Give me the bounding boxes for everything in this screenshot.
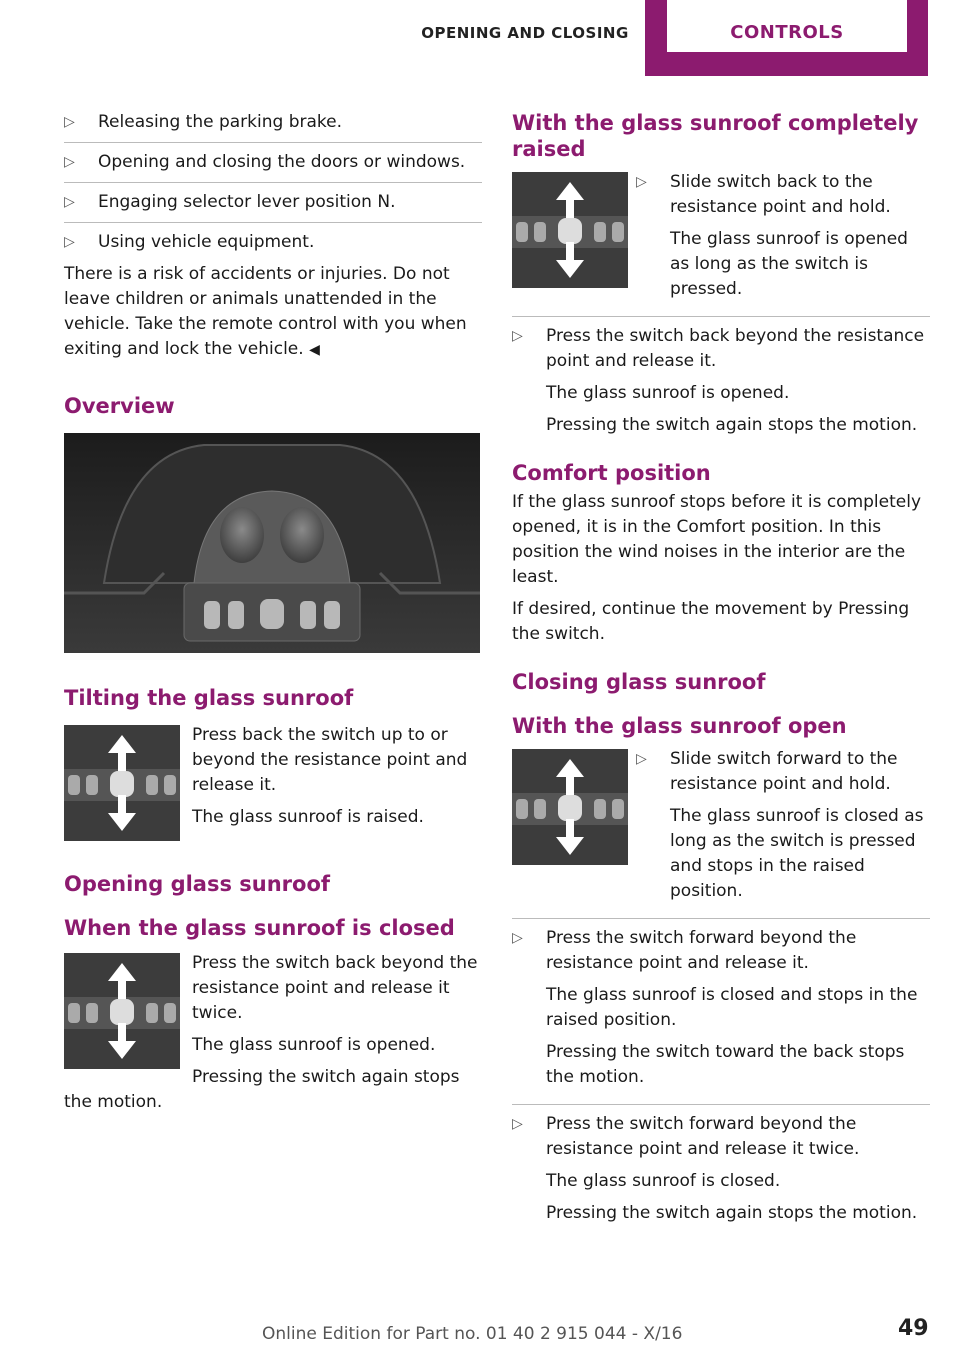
warning-text: There is a risk of accidents or injuries. Do not leave children or animals unattended in the vehicle. Take the remote control with you when exiting and lock the vehicle. ◀ [64, 264, 467, 359]
bullet-triangle-icon: ▷ [64, 234, 75, 250]
raised-section: ▷ Slide switch back to the resistance point and hold. The glass sunroof is opened as long as the switch is pressed. [512, 170, 930, 317]
overview-photo [64, 433, 480, 653]
bullet-triangle-icon: ▷ [64, 154, 75, 170]
closing-heading: Closing glass sunroof [512, 670, 766, 694]
right-column: With the glass sunroof completely raised ▷ Slide switch back to the resistance point and hold. The glass sunroof is opened as long as the switch is pressed. ▷ Press the switch back beyond the resistance point and release it. The glass sunroof is opened. Pressing the switch again stops the motion. Comfort position If the glass sunroof stops before it is completely opened, it is in the Comfort position. In this position the wind noises in the interior are the least. If desired, continue the movement by Pressing the switch. Closing glass sunroof With the glass sunroof open ▷ Slide switch forward to the resistance point and hold. The glass sunroof is closed as long as the switch is pressed and stops in the raised position. ▷ Press the switch forward beyond the resistance point and release it. The glass sunroof is closed and stops in the raised position. Pressing the switch toward the back stops the motion. ▷ Press the switch forward beyond the resistance point and release it twice. The glass sunroof is closed. Pressing the switch again stops the motion. [512, 110, 930, 1233]
bullet-triangle-icon: ▷ [64, 194, 75, 210]
bullet-triangle-icon: ▷ [636, 751, 647, 767]
comfort-heading: Comfort position [512, 461, 711, 485]
bullet-triangle-icon: ▷ [512, 328, 523, 344]
bullet-triangle-icon: ▷ [512, 1116, 523, 1132]
list-item: ▷ Engaging selector lever position N. [64, 190, 482, 223]
switch-image [64, 725, 180, 841]
raised-subheading: With the glass sunroof completely raised [512, 111, 919, 161]
list-item: ▷ Releasing the parking brake. [64, 110, 482, 143]
switch-image [512, 749, 628, 865]
header-section-title: OPENING AND CLOSING [421, 24, 629, 42]
tilting-section: Press back the switch up to or beyond the resistance point and release it. The glass sunroof is raised. [64, 723, 482, 851]
left-column [64, 110, 482, 1122]
list-item: ▷ Slide switch back to the resistance point and hold. [636, 172, 891, 217]
footer-edition: Online Edition for Part no. 01 40 2 915 044 - X/16 [262, 1324, 683, 1344]
switch-image [64, 953, 180, 1069]
bullet-triangle-icon: ▷ [64, 114, 75, 130]
header-tab [645, 0, 928, 76]
list-item: ▷ Press the switch forward beyond the resistance point and release it. [512, 928, 857, 973]
header-tab-label: CONTROLS [667, 0, 907, 52]
end-mark-icon: ◀ [309, 342, 320, 358]
page-number: 49 [898, 1316, 929, 1341]
open-b2-section: ▷ Press the switch forward beyond the resistance point and release it. The glass sunroof is closed and stops in the raised position. Pressing the switch toward the back stops the motion. [512, 926, 930, 1105]
switch-image [512, 172, 628, 288]
open-section: ▷ Slide switch forward to the resistance point and hold. The glass sunroof is closed as long as the switch is pressed and stops in the raised position. [512, 747, 930, 919]
tilting-heading: Tilting the glass sunroof [64, 686, 354, 710]
list-item: ▷ Slide switch forward to the resistance point and hold. [636, 749, 898, 794]
overview-heading: Overview [64, 394, 175, 418]
closed-subheading: When the glass sunroof is closed [64, 916, 455, 940]
list-item: ▷ Press the switch forward beyond the resistance point and release it twice. [512, 1114, 860, 1159]
list-item: ▷ Press the switch back beyond the resistance point and release it. [512, 326, 925, 371]
list-item: ▷ Opening and closing the doors or windows. [64, 150, 482, 183]
opening-heading: Opening glass sunroof [64, 872, 331, 896]
open-subheading: With the glass sunroof open [512, 714, 847, 738]
bullet-triangle-icon: ▷ [512, 930, 523, 946]
roof-console-illustration [64, 433, 480, 653]
bullet-triangle-icon: ▷ [636, 174, 647, 190]
list-item: ▷ Using vehicle equipment. [64, 230, 482, 255]
closed-section: Press the switch back beyond the resistance point and release it twice. The glass sunroof is opened. Pressing the switch again stops the motion. [64, 953, 478, 1112]
